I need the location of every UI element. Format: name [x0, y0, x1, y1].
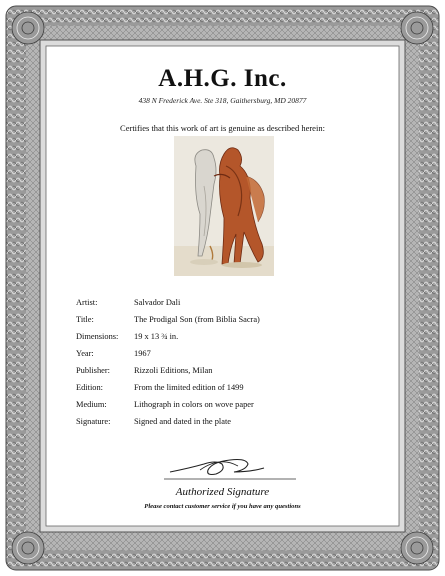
detail-row-medium: Medium: Lithograph in colors on wove paper	[76, 400, 254, 409]
detail-row-dimensions: Dimensions: 19 x 13 ¾ in.	[76, 332, 179, 341]
detail-row-year: Year: 1967	[76, 349, 151, 358]
artwork-image	[174, 136, 274, 276]
company-name: A.H.G. Inc.	[158, 65, 287, 92]
detail-row-signature: Signature: Signed and dated in the plate	[76, 417, 231, 426]
contact-note: Please contact customer service if you have any questions	[144, 503, 301, 510]
certificate-body	[50, 50, 395, 522]
artwork-details	[76, 298, 376, 434]
certification-statement: Certifies that this work of art is genuine as described herein:	[120, 123, 325, 133]
authorized-signature-caption: Authorized Signature	[175, 486, 270, 498]
detail-row-title: Title: The Prodigal Son (from Biblia Sacra)	[76, 315, 260, 324]
detail-row-artist: Artist: Salvador Dali	[76, 298, 181, 307]
detail-row-publisher: Publisher: Rizzoli Editions, Milan	[76, 366, 213, 375]
detail-row-edition: Edition: From the limited edition of 1499	[76, 383, 244, 392]
company-address: 438 N Frederick Ave. Ste 318, Gaithersburg, MD 20877	[138, 96, 307, 105]
handwritten-signature	[160, 450, 300, 484]
